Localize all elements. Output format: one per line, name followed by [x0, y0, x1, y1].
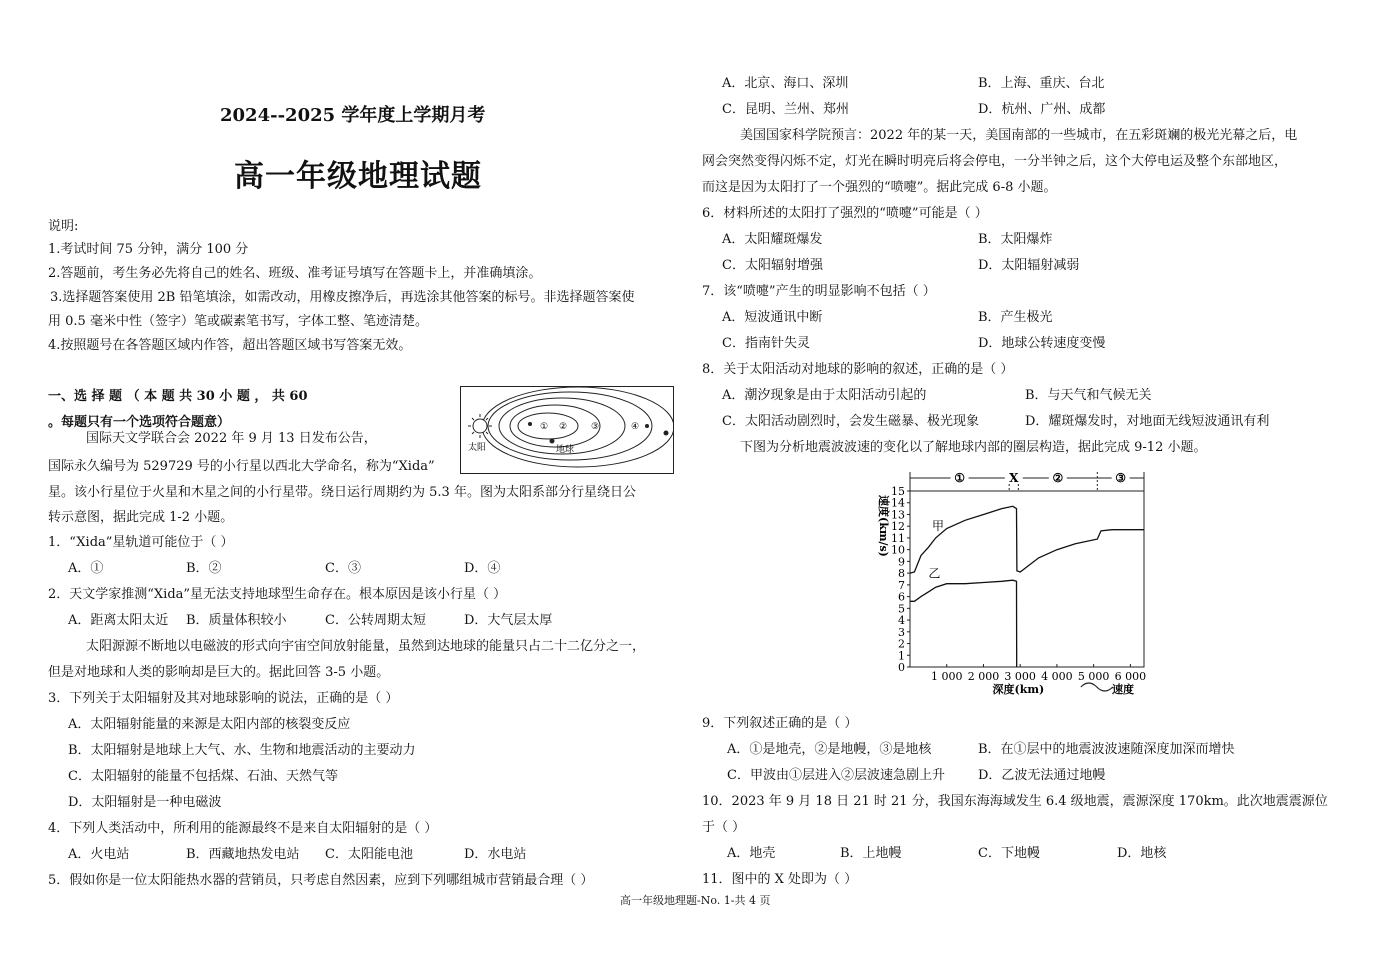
sun-label: 太阳 [468, 443, 487, 453]
option: D．大气层太厚 [464, 613, 553, 628]
page-footer: 高一年级地理题-No. 1-共 4 页 [620, 894, 771, 907]
passage-line: 转示意图，据此完成 1-2 小题。 [48, 510, 234, 525]
y-tick-label: 15 [891, 485, 905, 498]
y-tick-label: 9 [898, 555, 905, 569]
earth-dot [550, 439, 555, 444]
instruction-item: 用 0.5 毫米中性（签字）笔或碳素笔书写，字体工整、笔迹清楚。 [48, 314, 428, 329]
section-heading-cont: 。每题只有一个选项符合题意） [48, 415, 231, 430]
option: B．质量体积较小 [186, 613, 287, 628]
option: D．④ [464, 561, 501, 576]
passage-line: 而这是因为太阳打了一个强烈的“喷嚏”。据此完成 6-8 小题。 [702, 180, 1057, 195]
exam-title: 2024--2025 学年度上学期月考 [220, 105, 486, 126]
option: C．③ [325, 561, 361, 576]
layer-label: X [1009, 471, 1019, 485]
option: D．地核 [1117, 846, 1167, 861]
option: C．太阳辐射的能量不包括煤、石油、天然气等 [68, 769, 338, 784]
option: A．太阳辐射能量的来源是太阳内部的核裂变反应 [68, 717, 351, 732]
option: D．太阳辐射减弱 [978, 258, 1080, 273]
option: D．乙波无法通过地幔 [978, 768, 1106, 783]
y-tick-label: 12 [891, 520, 905, 534]
passage-line: 下图为分析地震波波速的变化以了解地球内部的圈层构造，据此完成 9-12 小题。 [740, 440, 1207, 455]
option: C．公转周期太短 [325, 613, 426, 628]
option: D．水电站 [464, 847, 527, 862]
option: A．潮汐现象是由于太阳活动引起的 [722, 388, 927, 403]
y-tick-label: 7 [898, 578, 905, 592]
option: C．太阳能电池 [325, 847, 413, 862]
plot-frame [910, 491, 1144, 667]
y-tick-label: 8 [898, 567, 905, 581]
x-axis-label: 深度(km) [992, 683, 1045, 696]
passage-line: 美国国家科学院预言：2022 年的某一天，美国南部的一些城市，在五彩斑斓的极光光幕之后，电 [740, 128, 1298, 143]
y-tick-label: 14 [891, 496, 905, 510]
question-stem-cont: 于（ ） [702, 820, 746, 835]
series-line-jia [910, 506, 1144, 573]
question-stem: 6．材料所述的太阳打了强烈的“喷嚏”可能是（ ） [702, 206, 988, 221]
y-axis-label: 速度(km/s) [877, 495, 890, 557]
paper-title: 高一年级地理试题 [234, 159, 482, 194]
y-tick-label: 6 [898, 590, 905, 604]
option: C．昆明、兰州、郑州 [722, 102, 849, 117]
option: B．② [186, 561, 222, 576]
layer-label: ② [1052, 471, 1064, 485]
orbit-marker-2: ② [559, 422, 568, 432]
series-label-jia: 甲 [932, 519, 945, 534]
question-stem: 3．下列关于太阳辐射及其对地球影响的说法，正确的是（ ） [48, 691, 399, 706]
instruction-item: 2.答题前，考生务必先将自己的姓名、班级、准考证号填写在答题卡上，并准确填涂。 [48, 266, 542, 281]
option: C．太阳活动剧烈时，会发生磁暴、极光现象 [722, 414, 979, 429]
question-stem: 10．2023 年 9 月 18 日 21 时 21 分，我国东海海域发生 6.4 级地震，震源深度 170km。此次地震震源位 [702, 794, 1328, 809]
option: B．太阳辐射是地球上大气、水、生物和地震活动的主要动力 [68, 743, 416, 758]
option: C．太阳辐射增强 [722, 258, 823, 273]
option: B．西藏地热发电站 [186, 847, 300, 862]
y-tick-label: 2 [898, 637, 905, 651]
y-tick-label: 13 [891, 508, 905, 522]
x-tick-label: 2 000 [967, 670, 1000, 683]
question-stem: 5．假如你是一位太阳能热水器的营销员，只考虑自然因素，应到下列哪组城市营销最合理（ ） [48, 873, 594, 888]
question-stem: 8．关于太阳活动对地球的影响的叙述，正确的是（ ） [702, 362, 1014, 377]
option: D．太阳辐射是一种电磁波 [68, 795, 222, 810]
passage-line: 国际永久编号为 529729 号的小行星以西北大学命名，称为“Xida” [48, 459, 435, 474]
option: C．甲波由①层进入②层波速急剧上升 [727, 768, 945, 783]
option: B．太阳爆炸 [978, 232, 1053, 247]
orbit-marker-3: ③ [591, 422, 600, 432]
y-tick-label: 10 [891, 543, 905, 557]
solar-system-orbit-figure [460, 386, 674, 474]
y-tick-label: 1 [898, 649, 905, 663]
option: B．与天气和气候无关 [1025, 388, 1152, 403]
option: B．在①层中的地震波波速随深度加深而增快 [978, 742, 1235, 757]
instruction-item: 1.考试时间 75 分钟，满分 100 分 [48, 242, 249, 257]
seismic-wave-chart [866, 466, 1156, 700]
orbit-marker-1: ① [540, 422, 549, 432]
question-stem: 7．该“喷嚏”产生的明显影响不包括（ ） [702, 284, 936, 299]
legend-label: 速度 [1112, 683, 1135, 696]
option: A．短波通讯中断 [722, 310, 823, 325]
series-line-yi [910, 580, 1017, 667]
question-stem: 9．下列叙述正确的是（ ） [702, 716, 858, 731]
option: C．下地幔 [978, 846, 1040, 861]
passage-line: 但是对地球和人类的影响却是巨大的。据此回答 3-5 小题。 [48, 665, 390, 680]
y-tick-label: 0 [898, 661, 905, 674]
question-stem: 2．天文学家推测“Xida”星无法支持地球型生命存在。根本原因是该小行星（ ） [48, 587, 507, 602]
option: A．距离太阳太近 [68, 613, 169, 628]
x-tick-label: 4 000 [1041, 670, 1073, 683]
option: C．指南针失灵 [722, 336, 810, 351]
instruction-item: 3.选择题答案使用 2B 铅笔填涂，如需改动，用橡皮擦净后，再选涂其他答案的标号。非选择题答案使 [50, 290, 635, 305]
x-tick-label: 1 000 [930, 670, 963, 683]
option: B．上地幔 [840, 846, 902, 861]
question-stem: 4．下列人类活动中，所利用的能源最终不是来自太阳辐射的是（ ） [48, 821, 438, 836]
y-tick-label: 11 [891, 531, 905, 545]
earth-label: 地球 [556, 445, 575, 455]
question-stem: 11．图中的 X 处即为（ ） [702, 872, 858, 887]
option: A．①是地壳，②是地幔，③是地核 [727, 742, 932, 757]
x-tick-label: 3 000 [1004, 670, 1036, 683]
option: D．地球公转速度变慢 [978, 336, 1106, 351]
option: A．太阳耀斑爆发 [722, 232, 823, 247]
question-stem: 1．“Xida”星轨道可能位于（ ） [48, 535, 234, 550]
legend-wave-icon [1081, 683, 1113, 691]
section-heading: 一、选 择 题 （ 本 题 共 30 小 题 ， 共 60 [48, 389, 308, 404]
option: B．上海、重庆、台北 [978, 76, 1105, 91]
instructions-heading: 说明: [48, 219, 79, 234]
passage-line: 国际天文学联合会 2022 年 9 月 13 日发布公告， [86, 431, 377, 446]
series-label-yi: 乙 [928, 566, 941, 581]
layer-label: ① [954, 471, 965, 485]
y-tick-label: 4 [898, 614, 905, 628]
instruction-item: 4.按照题号在各答题区域内作答，超出答题区域书写答案无效。 [48, 338, 412, 353]
passage-line: 网会突然变得闪烁不定，灯光在瞬时明亮后将会停电，一分半钟之后，这个大停电运及整个东部地区， [702, 154, 1288, 169]
x-tick-label: 5 000 [1077, 670, 1110, 683]
option: A．火电站 [68, 847, 130, 862]
y-tick-label: 5 [898, 602, 905, 616]
option: A．① [68, 561, 104, 576]
passage-line: 太阳源源不断地以电磁波的形式向宇宙空间放射能量，虽然到达地球的能量只占二十二亿分之一， [86, 639, 646, 654]
option: A．北京、海口、深圳 [722, 76, 849, 91]
orbit-marker-4: ④ [631, 422, 640, 432]
x-tick-label: 6 000 [1114, 670, 1147, 683]
y-tick-label: 3 [898, 625, 905, 639]
option: B．产生极光 [978, 310, 1053, 325]
option: A．地壳 [727, 846, 776, 861]
option: D．杭州、广州、成都 [978, 102, 1106, 117]
layer-label: ③ [1115, 471, 1127, 485]
option: D．耀斑爆发时，对地面无线短波通讯有利 [1025, 414, 1270, 429]
passage-line: 星。该小行星位于火星和木星之间的小行星带。绕日运行周期约为 5.3 年。图为太阳系部分行星绕日公 [48, 485, 636, 500]
